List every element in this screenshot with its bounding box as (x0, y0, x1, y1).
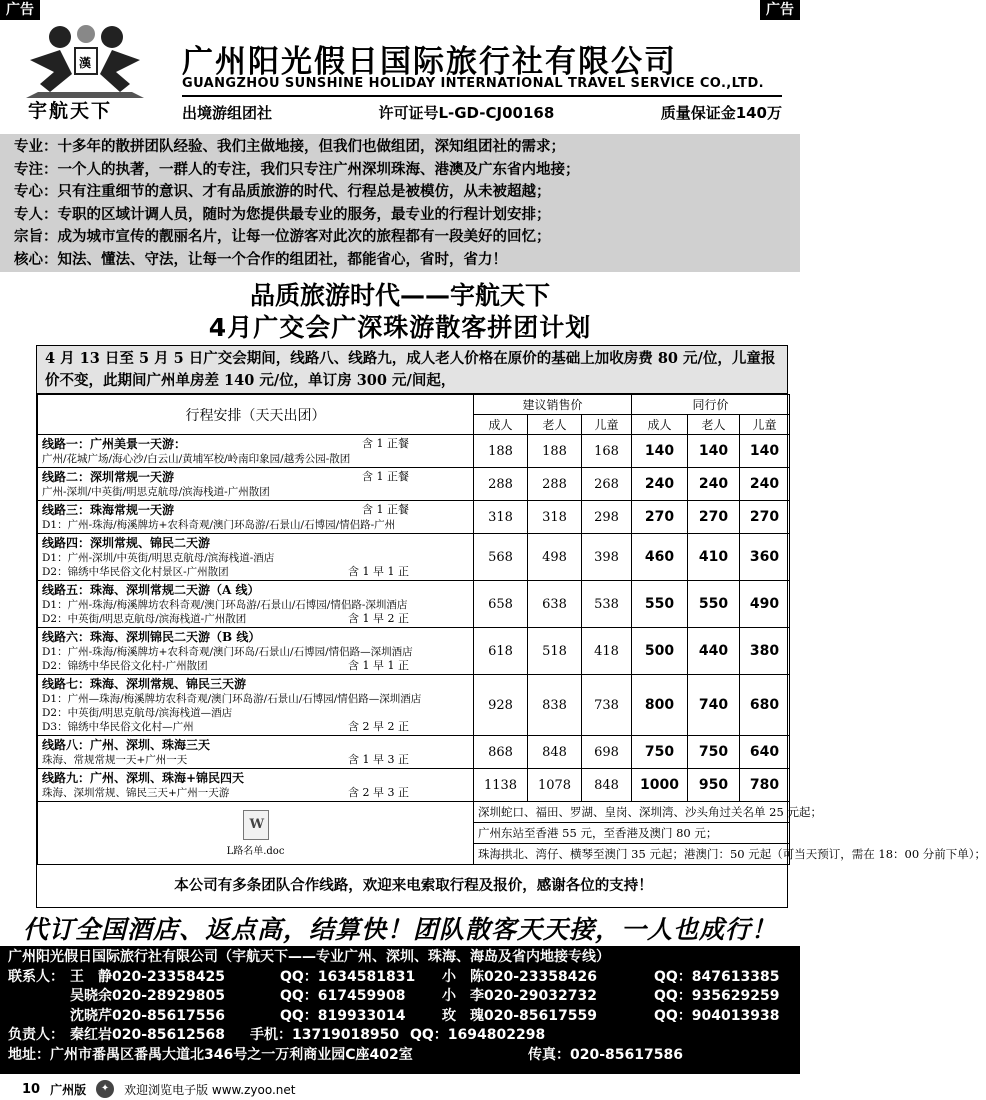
col-senior: 老人 (528, 415, 582, 435)
attachment-filename: L路名单.doc (226, 845, 285, 857)
route-title: 线路二：深圳常规一天游 (42, 470, 175, 484)
canton-fair-notice: 4 月 13 日至 5 月 5 日广交会期间，线路八、线路九，成人老人价格在原价的基础上加收房费 80 元/位，儿童报价不变，此期间广州单房差 140 元/位，单订房 300 元/间起， (37, 346, 787, 394)
peer-price-senior: 550 (688, 581, 740, 628)
route-day-text: 广州/花城广场/海心沙/白云山/黄埔军校/岭南印象园/越秀公园-散团 (42, 453, 351, 465)
route-row (38, 435, 790, 468)
license-info-row (182, 102, 782, 123)
suggested-price-adult: 288 (474, 468, 528, 501)
route-itinerary (38, 769, 474, 802)
route-day-meal: 含 1 早 3 正 (348, 753, 409, 766)
peer-price-child: 240 (740, 468, 790, 501)
itinerary-header: 行程安排（天天出团） (38, 395, 474, 435)
document-icon (243, 810, 269, 840)
route-day-text: D1：广州-珠海/梅溪牌坊+农科奇观/澳门环岛游/石景山/石博园/情侣路-广州 (42, 519, 396, 531)
peer-price-child: 270 (740, 501, 790, 534)
route-row (38, 736, 790, 769)
peer-price-child: 380 (740, 628, 790, 675)
route-day-meal: 含 1 早 1 正 (348, 565, 409, 578)
brand-badge-icon: ✦ (96, 1080, 114, 1098)
suggested-price-header: 建议销售价 (474, 395, 632, 415)
suggested-price-senior: 838 (528, 675, 582, 736)
route-meal: 含 1 正餐 (362, 437, 409, 450)
route-day-meal (409, 598, 469, 612)
ad-label-left: 广告 (0, 0, 40, 20)
route-meal (409, 535, 469, 551)
route-day-meal (413, 645, 473, 659)
route-title-row (42, 469, 469, 485)
peer-price-senior: 240 (688, 468, 740, 501)
route-title: 线路七：珠海、深圳常规、锦民三天游 (42, 677, 247, 691)
peer-price-child: 140 (740, 435, 790, 468)
col-child: 儿童 (582, 415, 632, 435)
route-day-meal (421, 692, 481, 706)
route-itinerary (38, 675, 474, 736)
route-itinerary (38, 534, 474, 581)
principle-line: 宗旨：成为城市宣传的靓丽名片，让每一位游客对此次的旅程都有一段美好的回忆； (14, 229, 551, 245)
route-itinerary (38, 628, 474, 675)
suggested-price-adult: 188 (474, 435, 528, 468)
route-day (42, 612, 469, 626)
route-title-row (42, 535, 469, 551)
page-footer (0, 1078, 800, 1100)
route-row (38, 769, 790, 802)
route-day-text: D1：广州—珠海/梅溪牌坊农科奇观/澳门环岛游/石景山/石博园/情侣路—深圳酒店 (42, 693, 422, 705)
route-itinerary (38, 736, 474, 769)
principle-line: 核心：知法、懂法、守法，让每一个合作的组团社，都能省心，省时，省力！ (14, 251, 507, 268)
route-day-text: 珠海、深圳常规、锦民三天+广州一天游 (42, 787, 230, 799)
suggested-price-senior: 518 (528, 628, 582, 675)
route-day-meal: 含 1 早 1 正 (348, 659, 409, 672)
route-day-meal: 含 1 早 2 正 (348, 612, 409, 625)
suggested-price-senior: 318 (528, 501, 582, 534)
route-meal: 含 1 正餐 (362, 470, 409, 483)
suggested-price-adult: 618 (474, 628, 528, 675)
suggested-price-adult: 1138 (474, 769, 528, 802)
route-itinerary (38, 435, 474, 468)
route-title: 线路三：珠海常规一天游 (42, 503, 175, 517)
principle-line: 专人：专职的区域计调人员，随时为您提供最专业的服务，最专业的行程计划安排； (14, 206, 551, 223)
route-itinerary (38, 581, 474, 628)
peer-price-adult: 750 (632, 736, 688, 769)
route-title-row (42, 770, 469, 786)
company-name-cn: 广州阳光假日国际旅行社有限公司 (182, 44, 677, 80)
route-day (42, 518, 469, 532)
route-title-row (42, 629, 469, 645)
tour-plan-box (36, 345, 986, 908)
logo-text: 宇航天下 (28, 100, 113, 122)
contact-panel (0, 946, 800, 1074)
route-day-meal (409, 485, 469, 499)
peer-price-adult: 140 (632, 435, 688, 468)
principle-line: 专业：十多年的散拼团队经验、我们主做地接，但我们也做组团，深知组团社的需求； (14, 139, 565, 155)
suggested-price-senior: 1078 (528, 769, 582, 802)
route-title: 线路八：广州、深圳、珠海三天 (42, 738, 211, 752)
principle-line: 专注：一个人的执著，一群人的专注，我们只专注广州深圳珠海、港澳及广东省内地接； (14, 161, 580, 178)
website-link[interactable]: 欢迎浏览电子版 www.zyoo.net (124, 1082, 296, 1097)
col-adult: 成人 (632, 415, 688, 435)
route-row (38, 501, 790, 534)
suggested-price-child: 538 (582, 581, 632, 628)
peer-price-senior: 270 (688, 501, 740, 534)
peer-price-adult: 240 (632, 468, 688, 501)
suggested-price-adult: 658 (474, 581, 528, 628)
peer-price-header: 同行价 (632, 395, 790, 415)
route-day-meal (409, 452, 469, 466)
route-meal (409, 676, 469, 692)
route-day-meal: 含 2 早 2 正 (348, 720, 409, 733)
page-number: 10 (22, 1081, 41, 1097)
route-day (42, 706, 469, 720)
route-day (42, 786, 469, 800)
route-day-text: 广州-深圳/中英街/明思克航母/滨海栈道-广州散团 (42, 486, 270, 498)
suggested-price-senior: 498 (528, 534, 582, 581)
route-title: 线路四：深圳常规、锦民二天游 (42, 536, 211, 550)
peer-price-senior: 140 (688, 435, 740, 468)
suggested-price-adult: 928 (474, 675, 528, 736)
address-row: 地址：广州市番禺区番禺大道北346号之一万利商业园C座402室 传真：020-85617586 (8, 1046, 683, 1063)
route-day-text: D1：广州-珠海/梅溪牌坊+农科奇观/澳门环岛/石景山/石博园/情侣路—深圳酒店 (42, 646, 413, 658)
suggested-price-child: 168 (582, 435, 632, 468)
route-day-meal: 含 2 早 3 正 (348, 786, 409, 799)
cooperation-note: 本公司有多条团队合作线路，欢迎来电索取行程及报价，感谢各位的支持！ (38, 865, 790, 899)
route-day-meal (409, 706, 469, 720)
suggested-price-child: 698 (582, 736, 632, 769)
route-meal: 含 1 正餐 (362, 503, 409, 516)
route-row (38, 628, 790, 675)
suggested-price-child: 268 (582, 468, 632, 501)
route-day-text: 珠海、常规常规一天+广州一天 (42, 754, 188, 766)
peer-price-adult: 550 (632, 581, 688, 628)
suggested-price-child: 298 (582, 501, 632, 534)
route-title-row (42, 436, 469, 452)
suggested-price-adult: 868 (474, 736, 528, 769)
route-title-row (42, 737, 469, 753)
pickup-fee-line: 珠海拱北、湾仔、横琴至澳门 35 元起；港澳门：50 元起（可当天预订，需在 18：00 分前下单）； (474, 844, 790, 865)
route-day-text: D2：锦绣中华民俗文化村景区-广州散团 (42, 566, 229, 578)
contact-title: 广州阳光假日国际旅行社有限公司（宇航天下——专业广州、深圳、珠海、海岛及省内地接专线） (8, 949, 610, 965)
suggested-price-senior: 848 (528, 736, 582, 769)
outbound-agency-label: 出境游组团社 (182, 104, 273, 122)
route-day-text: D2：中英街/明思克航母/滨海栈道—酒店 (42, 707, 233, 719)
pickup-fee-line: 广州东站至香港 55 元，至香港及澳门 80 元； (474, 823, 790, 844)
route-day (42, 659, 469, 673)
route-day (42, 452, 469, 466)
route-price-table (37, 394, 986, 899)
route-row (38, 581, 790, 628)
peer-price-senior: 410 (688, 534, 740, 581)
route-row (38, 534, 790, 581)
suggested-price-senior: 188 (528, 435, 582, 468)
route-title-row (42, 502, 469, 518)
suggested-price-senior: 288 (528, 468, 582, 501)
ad-label-right: 广告 (760, 0, 800, 20)
deposit-amount: 质量保证金140万 (660, 104, 782, 122)
peer-price-adult: 460 (632, 534, 688, 581)
peer-price-adult: 800 (632, 675, 688, 736)
route-day (42, 720, 469, 734)
col-adult: 成人 (474, 415, 528, 435)
peer-price-adult: 500 (632, 628, 688, 675)
route-day-text: D1：广州-珠海/梅溪牌坊农科奇观/澳门环岛游/石景山/石博园/情侣路-深圳酒店 (42, 599, 408, 611)
name-list-attachment[interactable] (38, 802, 474, 865)
principles-panel (0, 134, 800, 272)
route-row (38, 675, 790, 736)
suggested-price-child: 418 (582, 628, 632, 675)
suggested-price-senior: 638 (528, 581, 582, 628)
route-day-text: D2：锦绣中华民俗文化村-广州散团 (42, 660, 208, 672)
peer-price-child: 490 (740, 581, 790, 628)
route-title-row (42, 676, 469, 692)
route-title: 线路五：珠海、深圳常规二天游（A 线） (42, 583, 260, 597)
header-divider (182, 95, 782, 97)
license-number: 许可证号L-GD-CJ00168 (378, 104, 555, 122)
contact-row: 联系人： 王 静020-23358425 QQ：1634581831 小 陈020-23358426 QQ：847613385 (8, 968, 780, 985)
route-day-text: D1：广州-深圳/中英街/明思克航母/滨海栈道-酒店 (42, 552, 275, 564)
route-title-row (42, 582, 469, 598)
route-day (42, 692, 469, 706)
route-day-text: D3：锦绣中华民俗文化村—广州 (42, 721, 194, 733)
route-meal (409, 629, 469, 645)
route-day (42, 485, 469, 499)
route-day-meal (409, 518, 469, 532)
route-meal (409, 737, 469, 753)
col-child: 儿童 (740, 415, 790, 435)
suggested-price-child: 738 (582, 675, 632, 736)
col-senior: 老人 (688, 415, 740, 435)
manager-row: 负责人： 秦红岩020-85612568 手机：13719018950 QQ：1694802298 (8, 1027, 546, 1043)
route-day-text: D2：中英街/明思克航母/滨海栈道-广州散团 (42, 613, 247, 625)
service-tagline: 代订全国酒店、返点高，结算快！团队散客天天接，一人也成行！ (22, 915, 777, 944)
peer-price-senior: 440 (688, 628, 740, 675)
route-itinerary (38, 468, 474, 501)
route-day (42, 551, 469, 565)
route-meal (409, 770, 469, 786)
peer-price-adult: 1000 (632, 769, 688, 802)
route-row (38, 468, 790, 501)
route-title: 线路九：广州、深圳、珠海+锦民四天 (42, 771, 245, 785)
edition-label: 广州版 (50, 1082, 87, 1097)
route-day (42, 565, 469, 579)
peer-price-child: 780 (740, 769, 790, 802)
route-day-meal (409, 551, 469, 565)
contact-row: 吴晓余020-28929805 QQ：617459908 小 李020-29032732 QQ：935629259 (70, 988, 780, 1004)
route-day (42, 753, 469, 767)
suggested-price-adult: 568 (474, 534, 528, 581)
suggested-price-child: 848 (582, 769, 632, 802)
peer-price-child: 680 (740, 675, 790, 736)
logo-mark: 漢 (79, 56, 92, 70)
route-title: 线路一：广州美景一天游： (42, 437, 187, 451)
suggested-price-adult: 318 (474, 501, 528, 534)
company-name-en: GUANGZHOU SUNSHINE HOLIDAY INTERNATIONAL TRAVEL SERVICE CO.,LTD. (182, 76, 764, 91)
route-meal (409, 582, 469, 598)
route-title: 线路六：珠海、深圳锦民二天游（B 线） (42, 630, 261, 644)
slogan-plan-title: 4月广交会广深珠游散客拼团计划 (208, 313, 592, 342)
peer-price-adult: 270 (632, 501, 688, 534)
route-day (42, 598, 469, 612)
peer-price-child: 360 (740, 534, 790, 581)
peer-price-senior: 740 (688, 675, 740, 736)
contact-row: 沈晓芹020-85617556 QQ：819933014 玫 瑰020-85617559 QQ：904013938 (70, 1007, 780, 1024)
principle-line: 专心：只有注重细节的意识、才有品质旅游的时代、行程总是被模仿，从未被超越； (14, 184, 551, 200)
peer-price-senior: 750 (688, 736, 740, 769)
slogan-quality: 品质旅游时代——宇航天下 (249, 281, 550, 310)
peer-price-child: 640 (740, 736, 790, 769)
pickup-fee-line: 深圳蛇口、福田、罗湖、皇岗、深圳湾、沙头角过关名单 25 元起； (474, 802, 790, 823)
route-itinerary (38, 501, 474, 534)
suggested-price-child: 398 (582, 534, 632, 581)
route-day (42, 645, 469, 659)
peer-price-senior: 950 (688, 769, 740, 802)
